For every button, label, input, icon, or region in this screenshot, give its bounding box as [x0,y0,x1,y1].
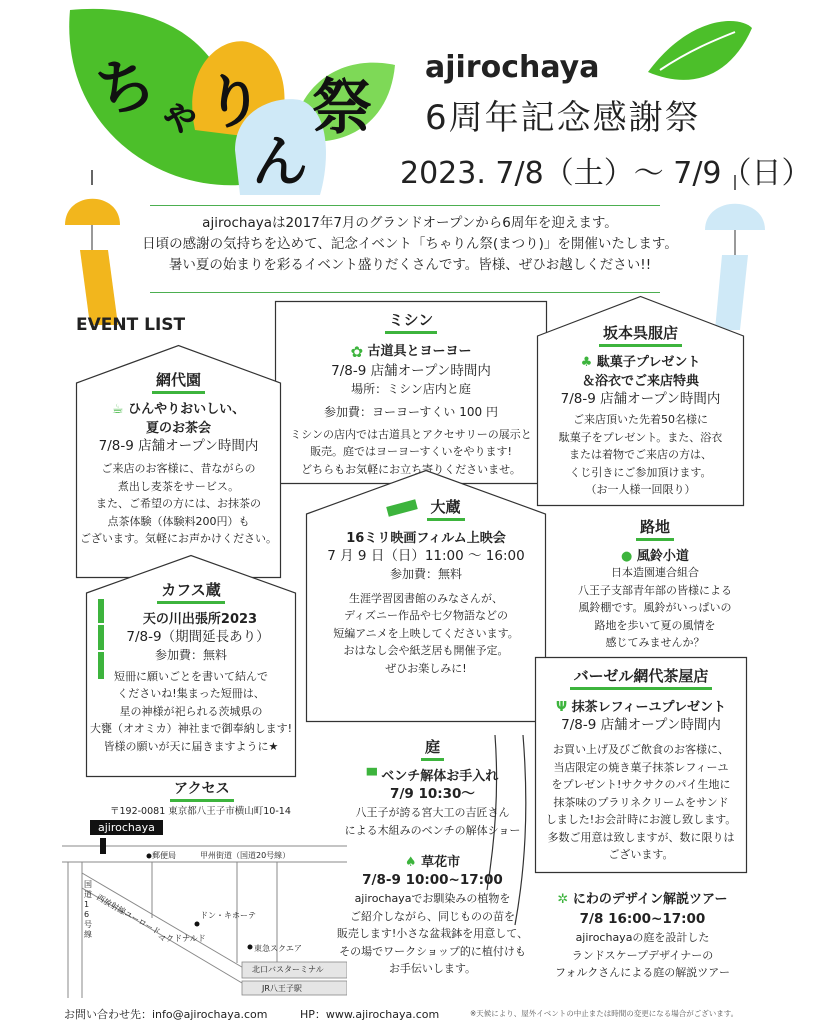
event-title-2: 草花市 [421,855,461,870]
brand-name: ajirochaya [425,50,600,85]
event-time: 7 月 9 日（日）11:00 〜 16:00 [327,548,525,564]
film-icon [387,499,419,516]
event-desc [535,929,750,982]
event-list-label: EVENT LIST [76,315,186,335]
desc-line: 感じてみませんか？ [605,636,705,649]
event-desc [537,411,744,499]
desc-line: 星の神様が祀られる茨城県の [119,704,263,718]
title-char-ya: ゃ [158,89,202,140]
event-title: 風鈴小道 [636,549,689,564]
venue-basel: バーゼル網代茶屋店 [570,665,713,690]
footer-contact: お問い合わせ先：info@ajirochaya.com [64,1008,268,1021]
event-title-2: ＆浴衣でご来店特典 [581,374,699,389]
desc-line: ございます。 [608,848,674,861]
intro-line: 日頃の感謝の気持ちを込めて、記念イベント「ちゃりん祭(まつり)」を開催いたします。 [142,236,678,252]
bench-icon: ▀ [366,769,377,784]
desc-line: 抹茶味のプラリネクリームをサンド [553,795,729,809]
wind-chime-icon: ● [621,549,633,564]
map-donki-label: ドン・キホーテ [200,911,256,920]
title-char-chi: ち [91,49,161,127]
desc-line: ランドスケープデザイナーの [571,948,714,962]
desc-line: どちらもお気軽にお立ち寄りくださいませ。 [301,462,521,476]
desc-line: 八王子が誇る宮大工の吉匠さん [355,806,510,819]
card-basel [535,657,747,873]
event-desc [76,460,281,548]
desc-line: （お一人様一回限り） [585,483,696,496]
event-desc [330,804,535,839]
desc-line: 日本造園連合組合 [611,566,699,579]
event-title: 駄菓子プレゼント [596,355,701,370]
section-niwa [330,736,535,978]
desc-line: ぜひお楽しみに! [385,661,467,675]
teacup-icon: ☕ [111,402,124,417]
desc-line: また、ご希望の方には、お抹茶の [96,497,261,510]
card-okura [306,470,546,722]
card-sakamoto [537,296,744,506]
title-char-ri: り [205,68,264,136]
intro-line: ajirochayaは2017年7月のグランドオープンから6周年を迎えます。 [202,215,618,231]
venue-sakamoto: 坂本呉服店 [599,322,682,347]
desc-line: 駄菓子をプレゼント。また、浴衣 [558,430,723,444]
divider-top [150,205,660,206]
access-address: 〒192-0081 東京都八王子市横山町10-14 [110,806,291,817]
desc-line: 短冊に願いごとを書いて結んで [114,669,268,683]
desc-line: くださいね!集まった短冊は、 [117,687,265,700]
desc-line: 多数ご用意は致しますが、数に限りは [547,830,735,844]
card-cafukura [86,555,296,777]
desc-line: 路地を歩いて夏の風情を [594,618,716,632]
desc-line: ご来店頂いた先着50名様に [573,413,708,426]
event-desc [535,741,747,864]
flower-icon: ✲ [557,892,569,907]
desc-line: フォルクさんによる庭の解説ツアー [555,966,730,979]
divider-bottom [150,292,660,293]
desc-line: 八王子支部青年部の皆様による [578,583,732,597]
event-desc [306,590,546,678]
desc-line: をプレゼント!サクサクのパイ生地に [551,778,731,791]
desc-line: しました!お会計時にお渡し致します。 [545,813,737,826]
leaf-topright-icon [648,21,752,80]
section-roji [560,516,750,652]
desc-line: ajirochayaの庭を設計した [575,931,710,944]
event-title: 16ミリ映画フィルム上映会 [346,531,506,546]
event-title: 古道具とヨーヨー [367,344,472,359]
card-ajiroen [76,345,281,578]
event-desc [560,564,750,652]
event-title-2: 夏のお茶会 [145,421,211,436]
desc-line: お手伝いします。 [388,962,477,975]
event-title: 抹茶レフィーユプレゼント [571,700,727,715]
event-desc-2 [330,890,535,978]
cup-icon: Ψ [555,700,568,715]
venue-okura: 大蔵 [427,496,465,521]
title-char-n: ん [252,130,308,195]
desc-line: おはなし会や紙芝居も開催予定。 [343,644,509,657]
desc-line: ご紹介しながら、同じものの苗を [350,909,515,923]
map-shop-label: ajirochaya [90,820,163,835]
access-section [170,778,234,802]
desc-line: その場でワークショップ的に植付けも [339,944,526,958]
map-tokyu-label: 東急スクエア [254,944,302,953]
ribbon-icon: ✿ [350,342,364,361]
map-nishi-label: 西放射線ユーロード [95,892,162,937]
event-time: 7/8-9 店舗オープン時間内 [561,717,721,733]
intro-line: 暑い夏の始まりを彩るイベント盛りだくさんです。皆様、ぜひお越しください!! [168,257,652,273]
wind-chime-left-icon [65,170,120,325]
map-route16-label: 国道16号線 [84,880,92,939]
map-koshu-label: 甲州街道（国道20号線） [200,851,291,860]
footer-homepage: HP：www.ajirochaya.com [300,1008,440,1021]
event-time: 7/9 10:30〜 [390,786,475,802]
desc-line: による木組みのベンチの解体ショー [344,823,521,837]
event-desc [86,668,296,756]
sprout-icon: ♠ [404,855,417,870]
desc-line: 皆様の願いが天に届きますように★ [103,739,279,753]
desc-line: または着物でご来店の方は、 [569,448,712,461]
map-bus-label: 北口バスターミナル [252,965,324,974]
candy-icon: ♣ [580,355,593,370]
bamboo-icon [94,599,108,679]
event-time: 7/8-9 店舗オープン時間内 [560,391,721,407]
event-dates: 2023. 7/8（土）〜 7/9（日） [400,156,812,191]
event-place: 場所：ミシン店内と庭 [351,381,471,396]
access-title: アクセス [170,778,234,802]
event-fee: 参加費：無料 [389,567,462,581]
event-title: ひんやりおいしい、 [128,402,246,417]
map-post-label: 郵便局 [152,851,176,860]
desc-line: ajirochayaでお馴染みの植物を [354,892,511,905]
desc-line: 大甕（オオミカ）神社まで御奉納します! [89,722,293,735]
desc-line: 短編アニメを上映してくださいます。 [333,626,519,640]
event-subtitle: 6周年記念感謝祭 [425,98,701,138]
desc-line: 当店限定の焼き菓子抹茶レフィーユ [553,760,729,774]
desc-line: 点茶体験（体験料200円）も [107,514,250,528]
event-time: 7/8-9 店舗オープン時間内 [98,438,259,454]
event-title: ベンチ解体お手入れ [381,769,499,784]
event-title: にわのデザイン解説ツアー [572,892,728,907]
venue-roji: 路地 [636,516,674,541]
footer-note: ※天候により、屋外イベントの中止または時間の変更になる場合がございます。 [470,1009,739,1018]
map-mac-label: マクドナルド [158,934,206,943]
venue-cafukura: カフス蔵 [157,579,224,604]
title-char-matsuri: 祭 [312,73,372,143]
intro-text [120,213,700,276]
event-time: 7/8 16:00~17:00 [579,911,706,927]
desc-line: ディズニー作品や七夕物語などの [343,609,509,622]
event-fee: 参加費：無料 [154,648,227,662]
desc-line: 販売。庭ではヨーヨーすくいをやります! [310,445,512,458]
desc-line: 風鈴棚です。風鈴がいっぱいの [578,601,732,614]
desc-line: 煮出し麦茶をサービス。 [117,479,240,493]
section-tour [535,888,750,982]
desc-line: ございます。気軽にお声かけください。 [79,532,278,545]
card-misin [275,301,547,484]
desc-line: ミシンの店内では古道具とアクセサリーの展示と [290,427,532,441]
desc-line: 生涯学習図書館のみなさんが、 [349,591,503,605]
event-time: 7/8-9（期間延長あり） [126,629,270,645]
event-time: 7/8-9 店舗オープン時間内 [331,362,491,379]
desc-line: お買い上げ及びご飲食のお客様に、 [553,743,729,756]
desc-line: くじ引きにご参加頂けます。 [569,465,712,479]
event-time-2: 7/8-9 10:00~17:00 [362,872,503,888]
event-fee: 参加費：ヨーヨーすくい 100 円 [324,405,498,419]
map-jr-label: JR八王子駅 [262,984,302,993]
desc-line: ご来店のお客様に、昔ながらの [101,462,256,475]
venue-ajiroen: 網代園 [152,369,205,394]
venue-misin: ミシン [385,309,438,334]
venue-niwa: 庭 [421,736,444,761]
desc-line: 販売します!小さな盆栽鉢を用意して、 [336,927,529,940]
event-title: 天の川出張所2023 [142,612,258,627]
